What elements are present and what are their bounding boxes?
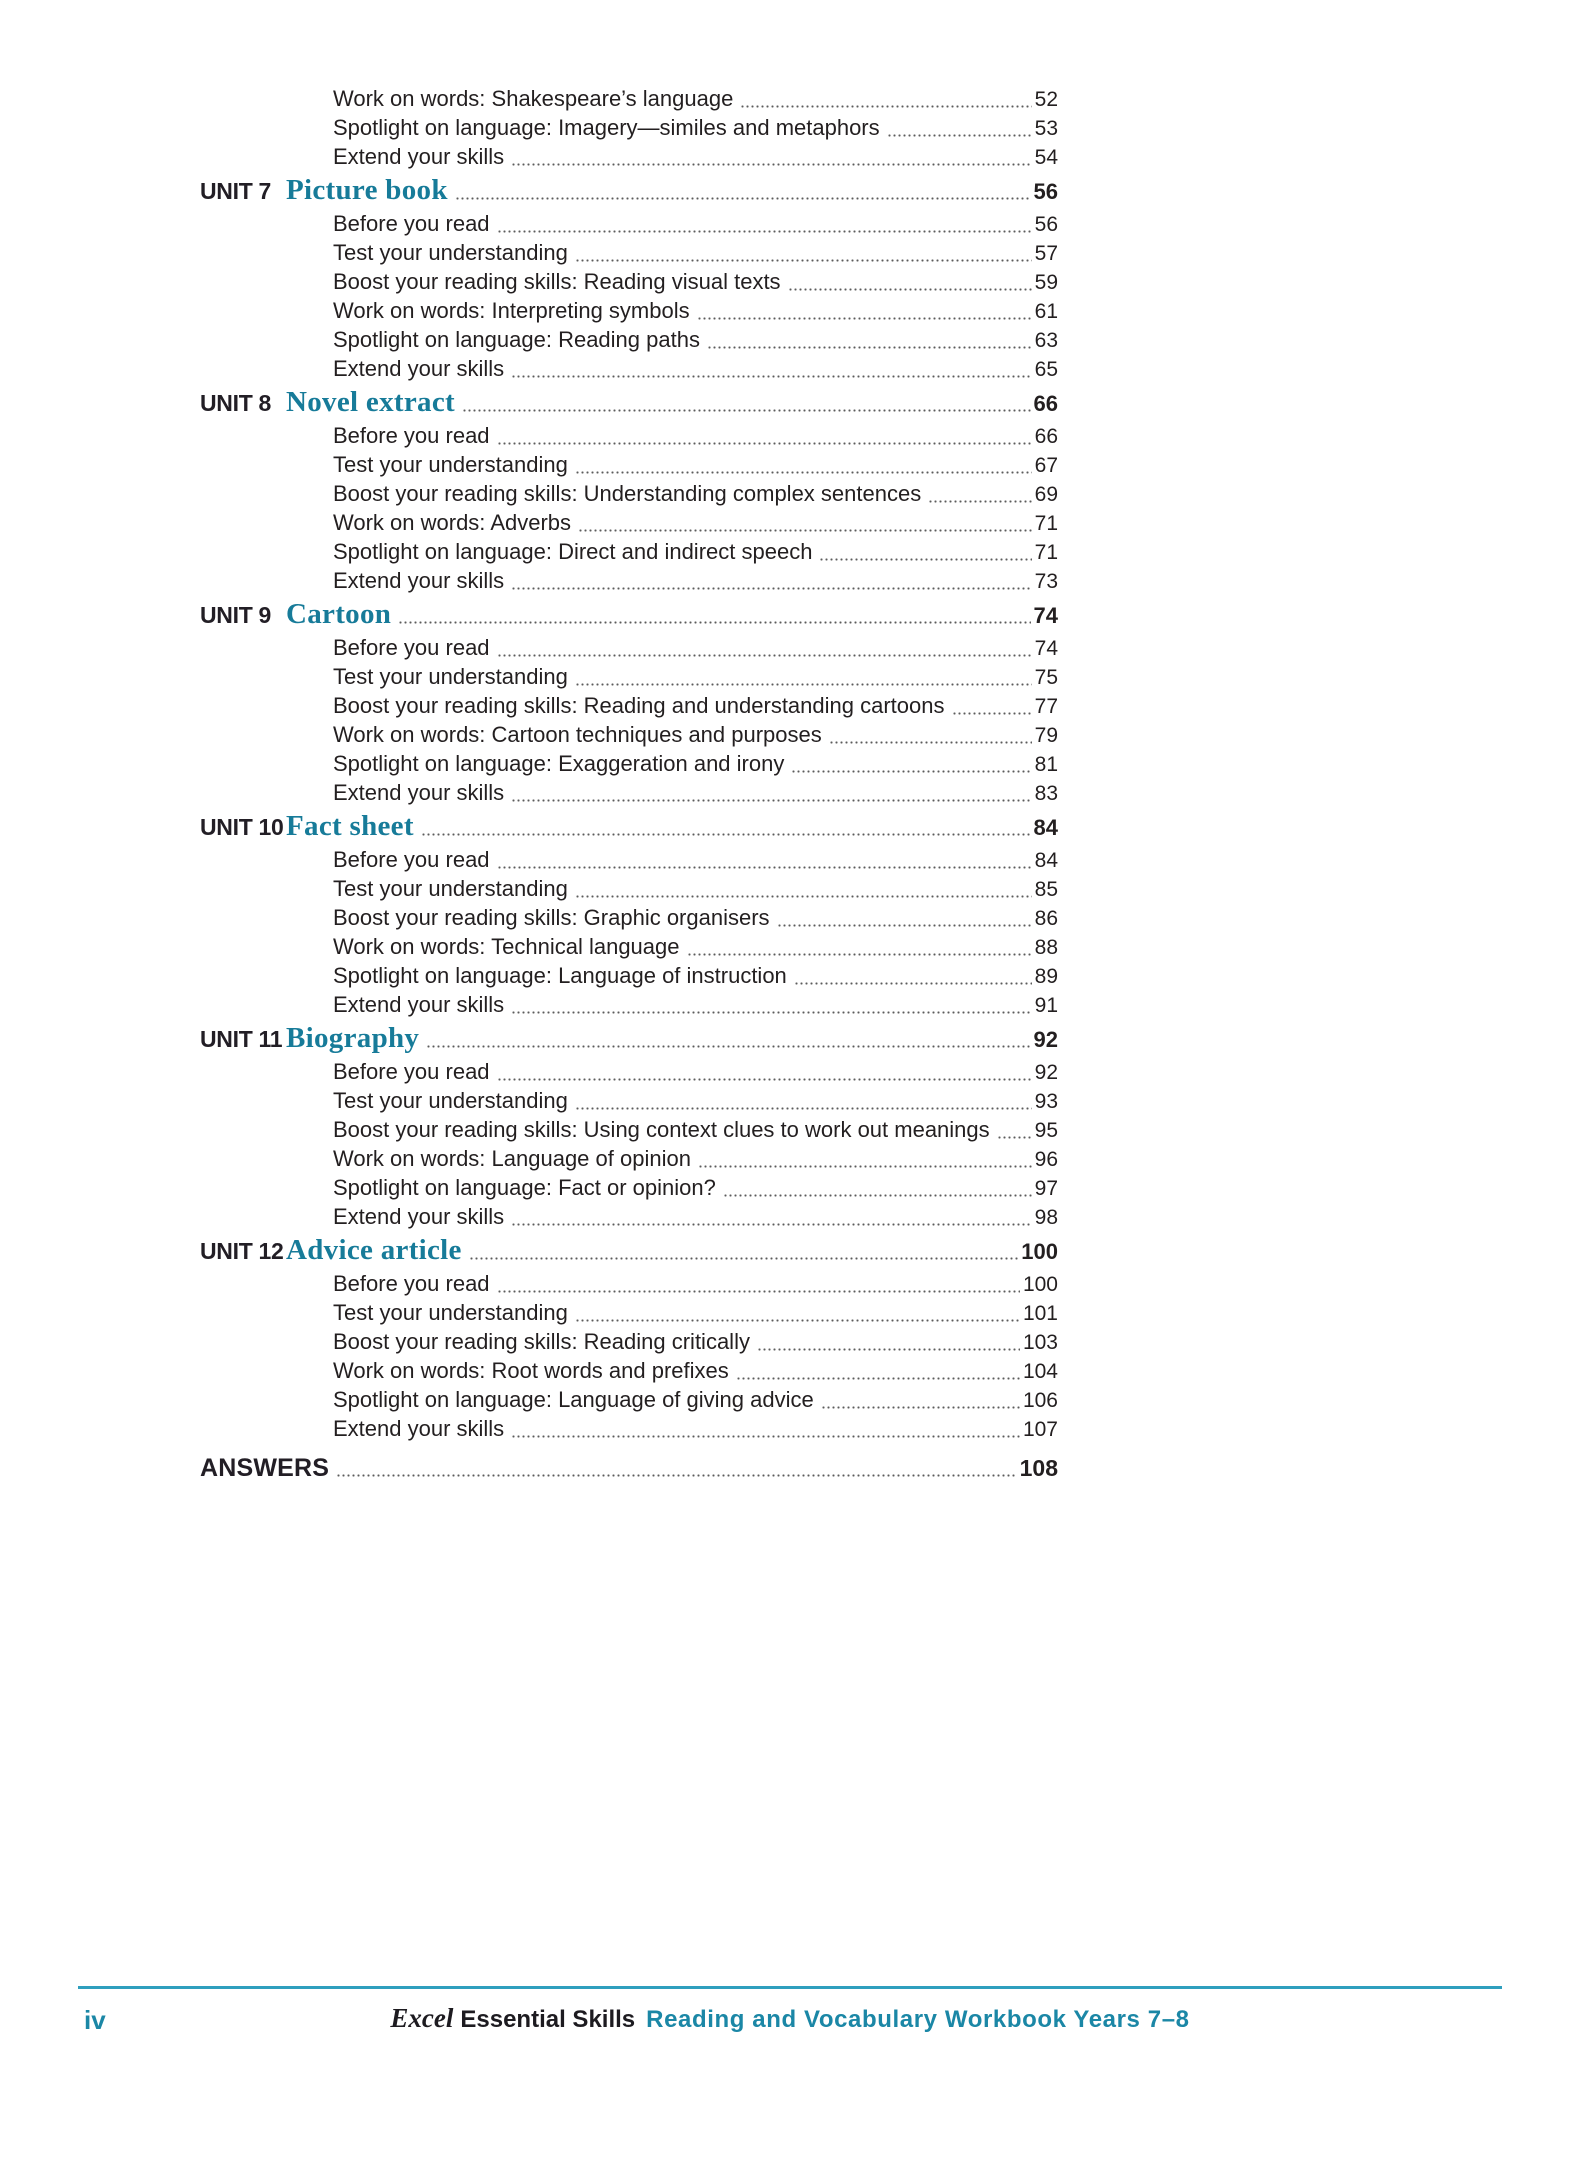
entry-title: Test your understanding <box>333 876 568 901</box>
dot-leader <box>462 409 1031 412</box>
toc-entry-row <box>200 662 1058 691</box>
entry-page-number: 59 <box>1034 271 1058 294</box>
dot-leader <box>791 770 1031 773</box>
toc-entry-row <box>200 845 1058 874</box>
entry-page-number: 77 <box>1034 695 1058 718</box>
entry-page-number: 52 <box>1034 88 1058 111</box>
unit-section <box>200 1019 1058 1231</box>
unit-label: UNIT 7 <box>200 178 272 204</box>
entry-title: Boost your reading skills: Understanding complex sentences <box>333 481 922 506</box>
toc-entry-row <box>200 749 1058 778</box>
dot-leader <box>336 1474 1016 1477</box>
unit-section <box>200 171 1058 383</box>
dot-leader <box>578 529 1032 532</box>
page-number-folio: iv <box>84 2005 106 2035</box>
dot-leader <box>511 1435 1020 1438</box>
entry-page-number: 86 <box>1034 907 1058 930</box>
dot-leader <box>952 712 1032 715</box>
entry-title: Boost your reading skills: Reading visual texts <box>333 269 781 294</box>
entry-page-number: 53 <box>1034 117 1058 140</box>
dot-leader <box>575 1107 1032 1110</box>
unit-title: Cartoon <box>286 598 392 630</box>
unit-label: UNIT 11 <box>200 1026 283 1052</box>
unit-section <box>200 383 1058 595</box>
entry-page-number: 89 <box>1034 965 1058 988</box>
table-of-contents <box>200 84 1058 1485</box>
entry-title: Before you read <box>333 1059 490 1084</box>
dot-leader <box>511 1223 1031 1226</box>
toc-entry-row <box>200 84 1058 113</box>
unit-label: UNIT 12 <box>200 1238 284 1264</box>
entry-title: Boost your reading skills: Reading critically <box>333 1329 750 1354</box>
unit-page-number: 84 <box>1033 815 1058 840</box>
entry-page-number: 85 <box>1034 878 1058 901</box>
dot-leader <box>777 924 1032 927</box>
previous-unit-trailing-entries <box>200 84 1058 171</box>
entry-title: Boost your reading skills: Reading and understanding cartoons <box>333 693 945 718</box>
entry-title: Before you read <box>333 635 490 660</box>
toc-entry-row <box>200 1086 1058 1115</box>
entry-page-number: 93 <box>1034 1090 1058 1113</box>
entry-title: Test your understanding <box>333 1088 568 1113</box>
brand-series-label: Essential Skills <box>460 2006 636 2033</box>
toc-entry-row <box>200 932 1058 961</box>
entry-title: Test your understanding <box>333 240 568 265</box>
dot-leader <box>829 741 1032 744</box>
entry-title: Extend your skills <box>333 1204 505 1229</box>
dot-leader <box>575 259 1032 262</box>
dot-leader <box>707 346 1032 349</box>
entry-title: Before you read <box>333 211 490 236</box>
dot-leader <box>421 833 1031 836</box>
dot-leader <box>794 982 1032 985</box>
entry-title: Spotlight on language: Language of instruction <box>333 963 787 988</box>
unit-page-number: 56 <box>1033 179 1058 204</box>
toc-entry-row <box>200 296 1058 325</box>
dot-leader <box>497 230 1032 233</box>
entry-page-number: 107 <box>1022 1418 1058 1441</box>
entry-page-number: 61 <box>1034 300 1058 323</box>
toc-entry-row <box>200 354 1058 383</box>
entry-title: Extend your skills <box>333 356 505 381</box>
entry-page-number: 54 <box>1034 146 1058 169</box>
entry-page-number: 96 <box>1034 1148 1058 1171</box>
entry-page-number: 56 <box>1034 213 1058 236</box>
entry-title: Boost your reading skills: Using context clues to work out meanings <box>333 1117 990 1142</box>
footer-rule <box>78 1986 1502 1989</box>
toc-entry-row <box>200 903 1058 932</box>
toc-entry-row <box>200 633 1058 662</box>
dot-leader <box>819 558 1031 561</box>
toc-entry-row <box>200 990 1058 1019</box>
entry-page-number: 65 <box>1034 358 1058 381</box>
toc-entry-row <box>200 325 1058 354</box>
toc-unit-row <box>200 383 1058 421</box>
entry-title: Work on words: Root words and prefixes <box>333 1358 729 1383</box>
toc-entry-row <box>200 142 1058 171</box>
entry-title: Work on words: Adverbs <box>333 510 572 535</box>
entry-title: Extend your skills <box>333 780 505 805</box>
entry-title: Extend your skills <box>333 568 505 593</box>
unit-section <box>200 1231 1058 1443</box>
entry-title: Spotlight on language: Imagery—similes and metaphors <box>333 115 880 140</box>
toc-entry-row <box>200 1202 1058 1231</box>
entry-page-number: 71 <box>1034 541 1058 564</box>
entry-page-number: 73 <box>1034 570 1058 593</box>
toc-unit-row <box>200 171 1058 209</box>
dot-leader <box>511 587 1031 590</box>
entry-title: Extend your skills <box>333 992 505 1017</box>
unit-label: UNIT 10 <box>200 814 284 840</box>
dot-leader <box>398 621 1030 624</box>
entry-title: Test your understanding <box>333 1300 568 1325</box>
entry-title: Work on words: Technical language <box>333 934 680 959</box>
dot-leader <box>511 1011 1031 1014</box>
entry-title: Extend your skills <box>333 144 505 169</box>
toc-unit-row <box>200 807 1058 845</box>
entry-title: Work on words: Language of opinion <box>333 1146 691 1171</box>
entry-title: Work on words: Cartoon techniques and purposes <box>333 722 822 747</box>
entry-page-number: 74 <box>1034 637 1058 660</box>
dot-leader <box>757 1348 1020 1351</box>
toc-entry-row <box>200 537 1058 566</box>
footer-row <box>78 2003 1502 2037</box>
entry-title: Before you read <box>333 1271 490 1296</box>
entry-title: Test your understanding <box>333 452 568 477</box>
entry-page-number: 95 <box>1034 1119 1058 1142</box>
toc-entry-row <box>200 450 1058 479</box>
entry-title: Spotlight on language: Fact or opinion? <box>333 1175 716 1200</box>
entry-page-number: 69 <box>1034 483 1058 506</box>
unit-page-number: 92 <box>1033 1027 1058 1052</box>
entry-page-number: 106 <box>1022 1389 1058 1412</box>
answers-label: ANSWERS <box>200 1454 330 1482</box>
toc-entry-row <box>200 1414 1058 1443</box>
toc-unit-row <box>200 1019 1058 1057</box>
toc-entry-row <box>200 961 1058 990</box>
dot-leader <box>455 197 1031 200</box>
unit-section <box>200 595 1058 807</box>
entry-title: Test your understanding <box>333 664 568 689</box>
entry-page-number: 81 <box>1034 753 1058 776</box>
toc-unit-row <box>200 595 1058 633</box>
entry-page-number: 97 <box>1034 1177 1058 1200</box>
brand-excel: Excel <box>390 2003 454 2033</box>
toc-unit-row <box>200 1231 1058 1269</box>
unit-title: Advice article <box>286 1234 462 1266</box>
dot-leader <box>497 654 1032 657</box>
dot-leader <box>788 288 1032 291</box>
entry-title: Spotlight on language: Direct and indirect speech <box>333 539 813 564</box>
entry-page-number: 75 <box>1034 666 1058 689</box>
toc-entry-row <box>200 691 1058 720</box>
toc-entry-row <box>200 720 1058 749</box>
dot-leader <box>575 683 1032 686</box>
toc-entry-row <box>200 238 1058 267</box>
toc-entry-row <box>200 508 1058 537</box>
entry-page-number: 91 <box>1034 994 1058 1017</box>
dot-leader <box>575 471 1032 474</box>
entry-page-number: 83 <box>1034 782 1058 805</box>
dot-leader <box>511 375 1031 378</box>
toc-entry-row <box>200 778 1058 807</box>
dot-leader <box>497 1290 1020 1293</box>
dot-leader <box>469 1257 1019 1260</box>
toc-entry-row <box>200 1115 1058 1144</box>
dot-leader <box>511 799 1031 802</box>
entry-page-number: 67 <box>1034 454 1058 477</box>
toc-entry-row <box>200 1327 1058 1356</box>
entry-title: Before you read <box>333 423 490 448</box>
entry-title: Extend your skills <box>333 1416 505 1441</box>
unit-title: Novel extract <box>286 386 455 418</box>
entry-title: Work on words: Interpreting symbols <box>333 298 690 323</box>
unit-page-number: 100 <box>1021 1239 1058 1264</box>
entry-page-number: 103 <box>1022 1331 1058 1354</box>
dot-leader <box>511 163 1031 166</box>
toc-entry-row <box>200 1173 1058 1202</box>
entry-title: Boost your reading skills: Graphic organisers <box>333 905 770 930</box>
entry-page-number: 98 <box>1034 1206 1058 1229</box>
entry-page-number: 92 <box>1034 1061 1058 1084</box>
book-title: Reading and Vocabulary Workbook Years 7–8 <box>646 2006 1190 2033</box>
toc-entry-row <box>200 874 1058 903</box>
toc-entry-row <box>200 1144 1058 1173</box>
entry-title: Spotlight on language: Reading paths <box>333 327 700 352</box>
dot-leader <box>736 1377 1020 1380</box>
toc-entry-row <box>200 1298 1058 1327</box>
dot-leader <box>928 500 1031 503</box>
unit-title: Biography <box>286 1022 420 1054</box>
entry-page-number: 57 <box>1034 242 1058 265</box>
dot-leader <box>740 105 1031 108</box>
dot-leader <box>698 1165 1032 1168</box>
toc-entry-row <box>200 1057 1058 1086</box>
entry-page-number: 63 <box>1034 329 1058 352</box>
entry-title: Before you read <box>333 847 490 872</box>
dot-leader <box>997 1136 1032 1139</box>
dot-leader <box>821 1406 1020 1409</box>
entry-page-number: 88 <box>1034 936 1058 959</box>
unit-page-number: 74 <box>1033 603 1058 628</box>
page-footer <box>78 1986 1502 2037</box>
toc-entry-row <box>200 1385 1058 1414</box>
entry-page-number: 101 <box>1022 1302 1058 1325</box>
entry-page-number: 66 <box>1034 425 1058 448</box>
dot-leader <box>497 866 1032 869</box>
toc-entry-row <box>200 566 1058 595</box>
unit-title: Picture book <box>286 174 448 206</box>
footer-book-title <box>78 2003 1502 2034</box>
dot-leader <box>497 442 1032 445</box>
entry-page-number: 71 <box>1034 512 1058 535</box>
toc-entry-row <box>200 209 1058 238</box>
dot-leader <box>697 317 1032 320</box>
toc-entry-row <box>200 479 1058 508</box>
entry-page-number: 79 <box>1034 724 1058 747</box>
dot-leader <box>723 1194 1032 1197</box>
unit-label: UNIT 9 <box>200 602 272 628</box>
toc-entry-row <box>200 113 1058 142</box>
toc-entry-row <box>200 1356 1058 1385</box>
dot-leader <box>426 1045 1030 1048</box>
dot-leader <box>575 1319 1020 1322</box>
dot-leader <box>687 953 1032 956</box>
entry-page-number: 100 <box>1022 1273 1058 1296</box>
toc-entry-row <box>200 1269 1058 1298</box>
unit-section <box>200 807 1058 1019</box>
unit-page-number: 66 <box>1033 391 1058 416</box>
entry-title: Spotlight on language: Language of giving advice <box>333 1387 814 1412</box>
entry-title: Work on words: Shakespeare’s language <box>333 86 734 111</box>
dot-leader <box>575 895 1032 898</box>
answers-row <box>200 1451 1058 1485</box>
entry-page-number: 104 <box>1022 1360 1058 1383</box>
entry-page-number: 84 <box>1034 849 1058 872</box>
dot-leader <box>497 1078 1032 1081</box>
unit-title: Fact sheet <box>286 810 414 842</box>
toc-entry-row <box>200 267 1058 296</box>
toc-entry-row <box>200 421 1058 450</box>
answers-page-number: 108 <box>1019 1455 1058 1481</box>
entry-title: Spotlight on language: Exaggeration and irony <box>333 751 785 776</box>
dot-leader <box>887 134 1032 137</box>
unit-label: UNIT 8 <box>200 390 272 416</box>
